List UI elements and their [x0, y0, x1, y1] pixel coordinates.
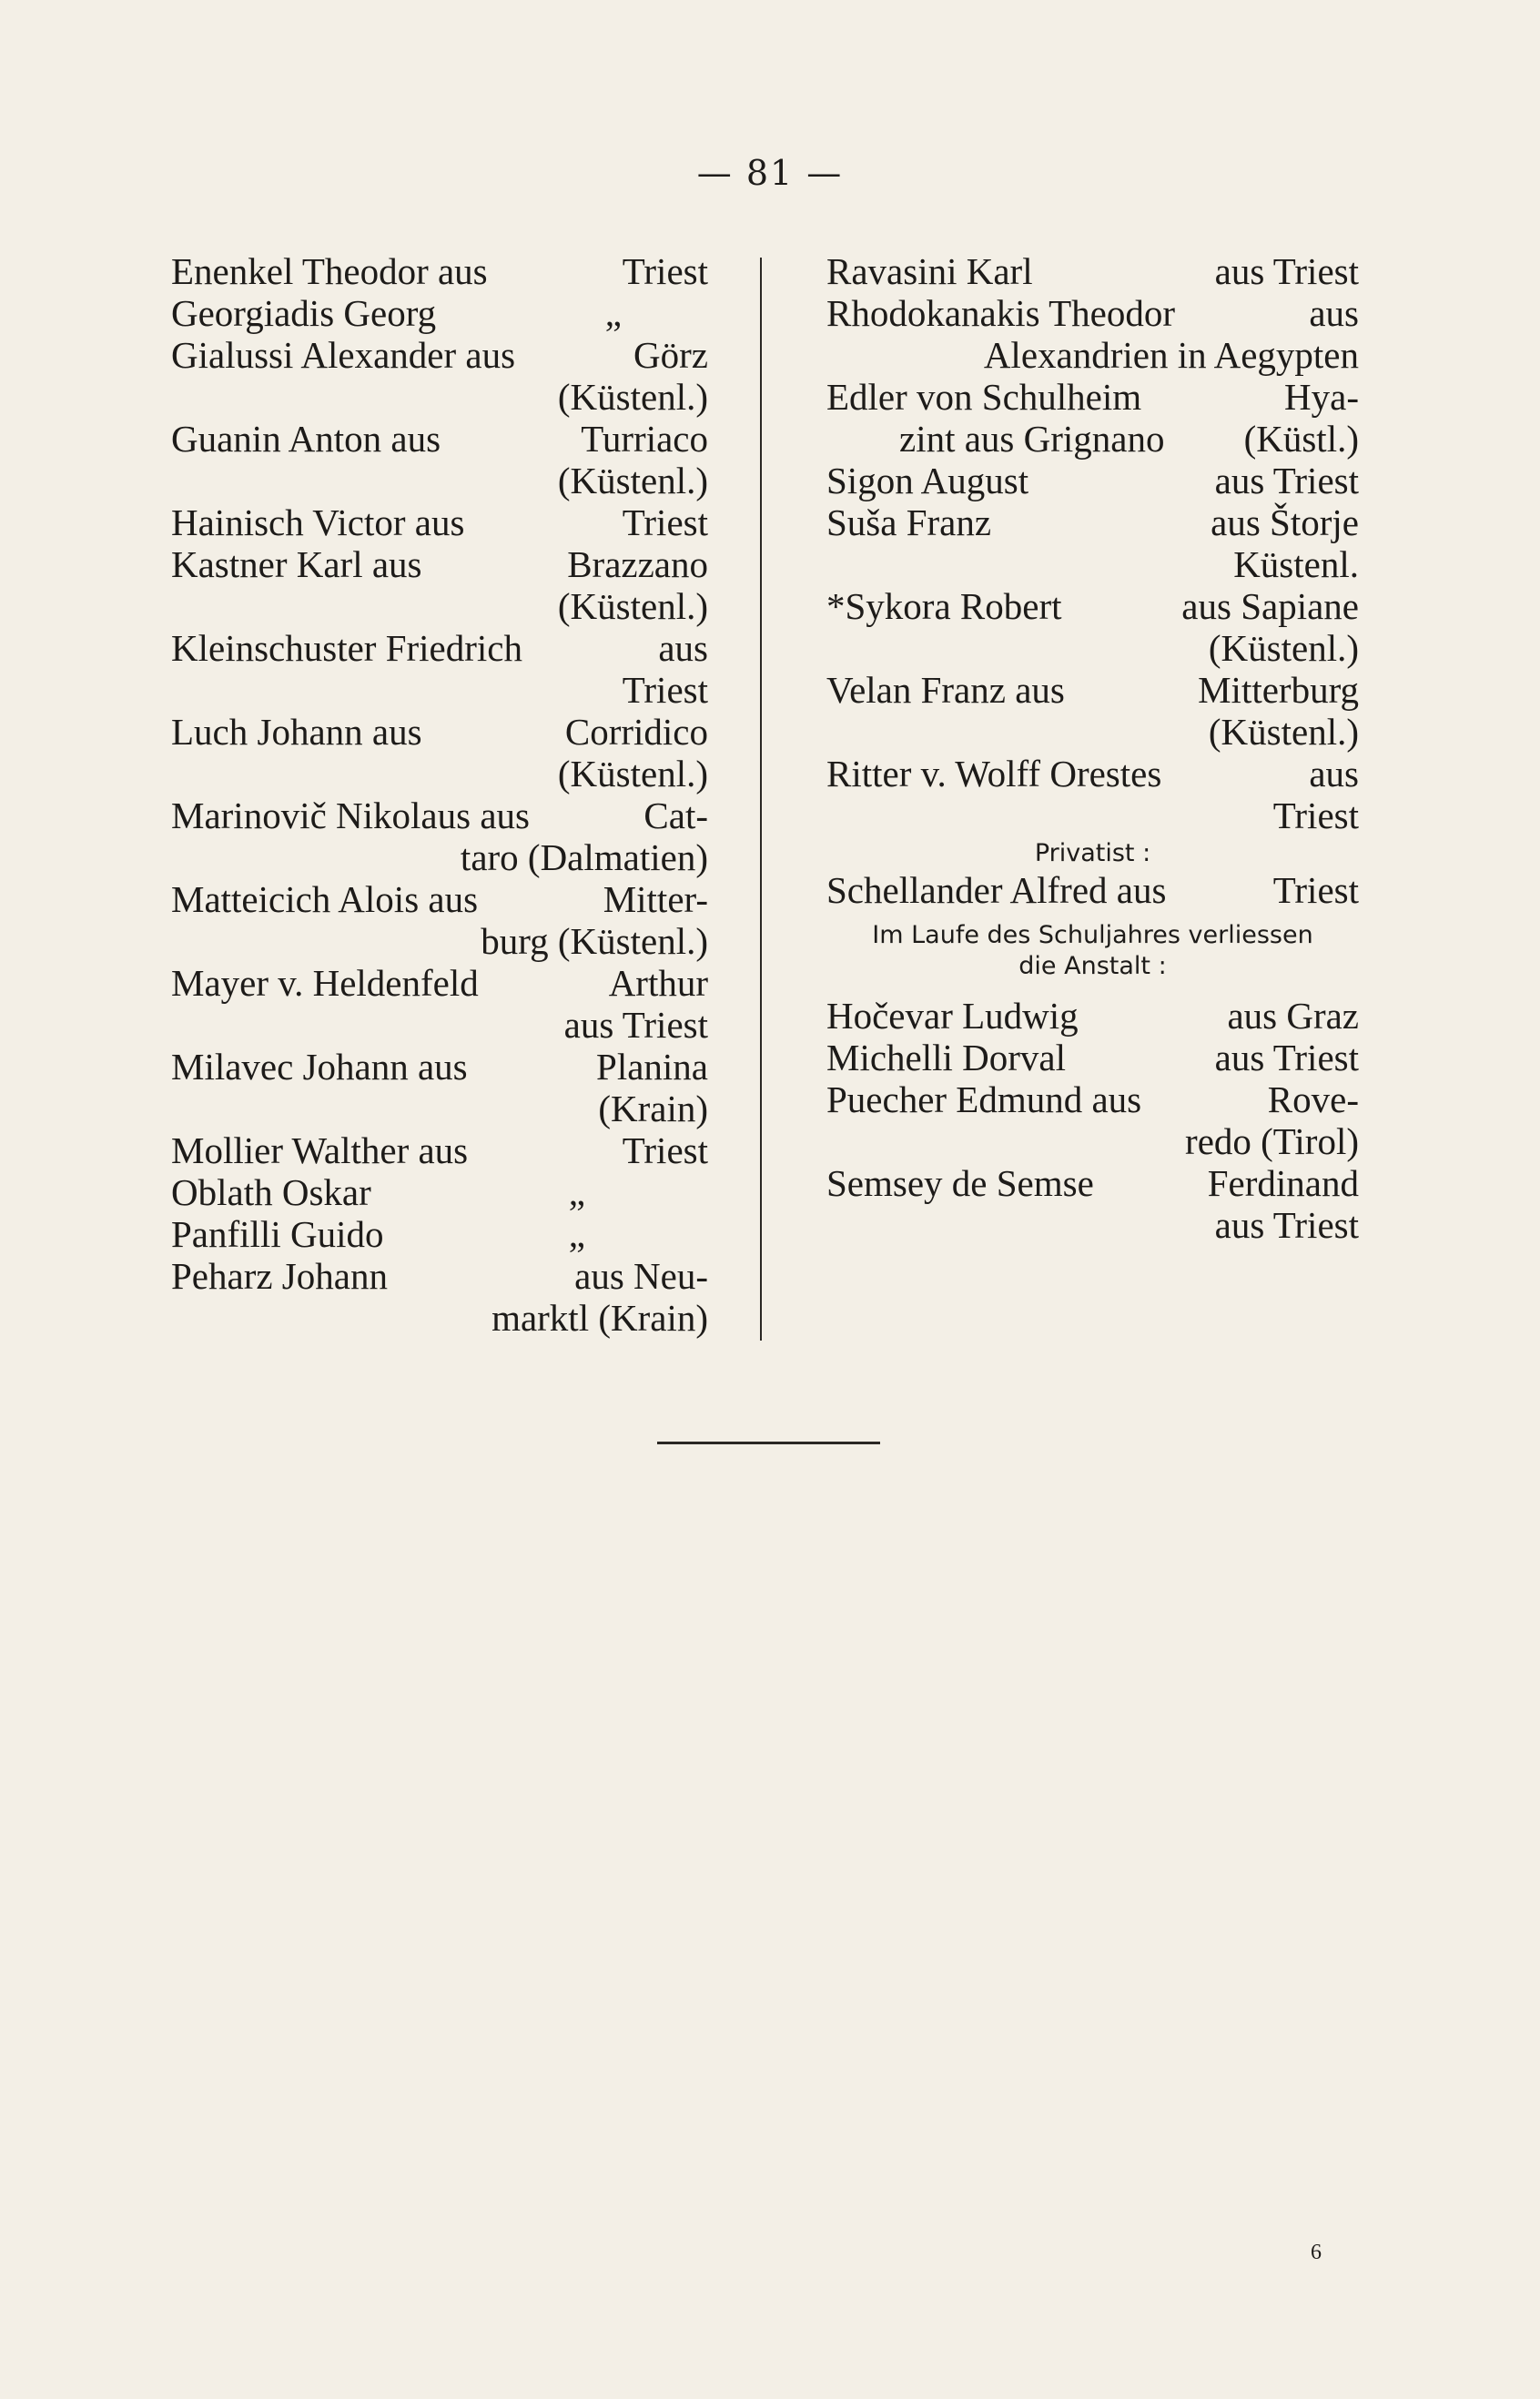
list-item-continuation: Alexandrien in Aegypten	[983, 334, 1359, 376]
list-item: Hainisch Victor aus Triest	[171, 501, 708, 543]
list-item: Oblath Oskar „	[171, 1171, 585, 1213]
list-item-continuation: (Küstenl.)	[1208, 711, 1359, 753]
list-item: Michelli Dorval aus Triest	[826, 1037, 1359, 1078]
list-item-continuation: (Küstenl.)	[1208, 627, 1359, 669]
list-item: Schellander Alfred aus Triest	[826, 869, 1359, 911]
left-school-heading-2: die Anstalt :	[1018, 952, 1167, 980]
list-item: Edler von Schulheim Hya-	[826, 376, 1359, 418]
page-number: — 81 —	[696, 153, 844, 193]
list-item-continuation: aus Triest	[563, 1004, 708, 1046]
list-item: Semsey de Semse Ferdinand	[826, 1162, 1359, 1204]
list-item: Suša Franz aus Štorje	[826, 501, 1359, 543]
left-school-heading: Im Laufe des Schuljahres verliessen	[872, 921, 1313, 949]
list-item: Enenkel Theodor aus Triest	[171, 250, 708, 292]
list-item: Peharz Johann aus Neu-	[171, 1255, 708, 1297]
list-item-continuation: taro (Dalmatien)	[460, 836, 708, 878]
list-item: Kastner Karl aus Brazzano	[171, 543, 708, 585]
list-item: Matteicich Alois aus Mitter-	[171, 878, 708, 920]
list-item: *Sykora Robert aus Sapiane	[826, 585, 1359, 627]
column-divider	[760, 258, 762, 1341]
right-column	[826, 250, 1359, 1246]
left-column	[171, 250, 708, 1339]
list-item: Gialussi Alexander aus Görz	[171, 334, 708, 376]
list-item: Luch Johann aus Corridico	[171, 711, 708, 753]
list-item: Mollier Walther aus Triest	[171, 1129, 708, 1171]
list-item: Ritter v. Wolff Orestes aus	[826, 753, 1359, 795]
list-item: Rhodokanakis Theodor aus	[826, 292, 1359, 334]
list-item-continuation: aus Triest	[1214, 1204, 1359, 1246]
list-item-continuation: marktl (Krain)	[491, 1297, 708, 1339]
list-item-continuation: Küstenl.	[1233, 543, 1359, 585]
list-item-continuation: redo (Tirol)	[1185, 1120, 1359, 1162]
privatist-heading: Privatist :	[1034, 839, 1151, 867]
list-item-continuation: burg (Küstenl.)	[481, 920, 708, 962]
list-item: Sigon August aus Triest	[826, 460, 1359, 501]
list-item: Kleinschuster Friedrich aus	[171, 627, 708, 669]
list-item-continuation: Triest	[1272, 795, 1359, 836]
list-item: Velan Franz aus Mitterburg	[826, 669, 1359, 711]
list-item-continuation: (Küstenl.)	[557, 585, 708, 627]
end-rule	[657, 1442, 880, 1444]
list-item: Hočevar Ludwig aus Graz	[826, 995, 1359, 1037]
list-item: Georgiadis Georg „	[171, 292, 622, 334]
list-item-continuation: (Küstenl.)	[557, 753, 708, 795]
list-item-continuation: (Krain)	[598, 1088, 708, 1129]
list-item: Ravasini Karl aus Triest	[826, 250, 1359, 292]
list-item-continuation: (Küstenl.)	[557, 376, 708, 418]
list-item-continuation: (Küstenl.)	[557, 460, 708, 501]
list-item: Marinovič Nikolaus aus Cat-	[171, 795, 708, 836]
list-item: Mayer v. Heldenfeld Arthur	[171, 962, 708, 1004]
list-item: Milavec Johann aus Planina	[171, 1046, 708, 1088]
list-item-continuation: Triest	[622, 669, 708, 711]
signature-mark: 6	[1311, 2241, 1322, 2264]
list-item: Puecher Edmund aus Rove-	[826, 1078, 1359, 1120]
list-item: Guanin Anton aus Turriaco	[171, 418, 708, 460]
list-item: Panfilli Guido „	[171, 1213, 585, 1255]
list-item-continuation: zint aus Grignano (Küstl.)	[899, 418, 1359, 460]
